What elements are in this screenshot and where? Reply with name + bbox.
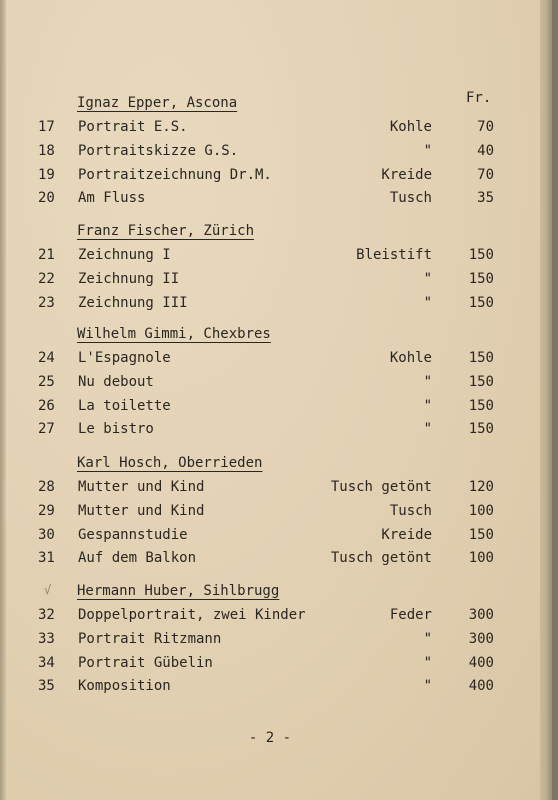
artwork-title: Nu debout xyxy=(78,373,154,390)
artwork-medium: " xyxy=(423,142,432,159)
artwork-medium: Feder xyxy=(389,607,432,623)
catalog-row xyxy=(0,550,540,570)
artwork-medium: " xyxy=(423,270,432,287)
catalog-row xyxy=(0,295,540,315)
artwork-price: 150 xyxy=(468,270,494,287)
catalog-row xyxy=(0,190,540,210)
page-number: - 2 - xyxy=(248,730,292,746)
artwork-price: 100 xyxy=(468,502,494,519)
catalog-number: 21 xyxy=(38,247,55,263)
artwork-medium: " xyxy=(423,373,432,390)
catalog-number: 30 xyxy=(38,526,55,543)
catalog-row xyxy=(0,678,540,698)
catalog-row xyxy=(0,167,540,187)
catalog-number: 20 xyxy=(38,190,55,207)
catalog-number: 23 xyxy=(38,294,55,311)
artwork-title: Mutter und Kind xyxy=(78,502,205,519)
artist-heading: Karl Hosch, Oberrieden xyxy=(77,455,263,471)
catalog-row xyxy=(0,247,540,267)
artwork-title: La toilette xyxy=(78,397,171,414)
catalog-row xyxy=(0,655,540,675)
artwork-medium: " xyxy=(423,654,432,671)
catalog-row xyxy=(0,398,540,418)
artwork-price: 70 xyxy=(477,119,494,135)
artwork-title: Portrait Ritzmann xyxy=(78,630,222,647)
artwork-title: Komposition xyxy=(78,678,171,695)
artwork-medium: " xyxy=(423,397,432,414)
artwork-title: Portrait Gübelin xyxy=(78,654,213,671)
page-edge xyxy=(540,0,552,800)
artwork-title: Portraitskizze G.S. xyxy=(78,142,239,159)
artwork-title: Zeichnung III xyxy=(78,294,188,311)
artwork-price: 150 xyxy=(468,373,494,390)
currency-label: Fr. xyxy=(466,90,492,106)
catalog-row xyxy=(0,119,540,139)
artwork-medium: Tusch xyxy=(389,190,432,207)
artwork-price: 120 xyxy=(468,479,494,495)
artist-heading: Wilhelm Gimmi, Chexbres xyxy=(77,326,271,342)
catalog-row xyxy=(0,143,540,163)
catalog-number: 33 xyxy=(38,630,55,647)
artwork-medium: Tusch xyxy=(389,502,432,519)
artwork-medium: Kreide xyxy=(381,166,432,183)
artwork-price: 150 xyxy=(468,350,494,366)
catalog-row xyxy=(0,350,540,370)
artwork-medium: Tusch getönt xyxy=(330,479,432,495)
artwork-price: 150 xyxy=(468,421,494,438)
catalog-row xyxy=(0,271,540,291)
artwork-price: 40 xyxy=(477,142,494,159)
catalog-row xyxy=(0,527,540,547)
artwork-price: 300 xyxy=(468,607,494,623)
catalog-number: 35 xyxy=(38,678,55,695)
catalog-number: 32 xyxy=(38,607,55,623)
artist-heading: Ignaz Epper, Ascona xyxy=(77,95,238,111)
catalog-row xyxy=(0,631,540,651)
artwork-medium: Tusch getönt xyxy=(330,550,432,567)
artwork-price: 100 xyxy=(468,550,494,567)
artwork-title: Auf dem Balkon xyxy=(78,550,197,567)
margin-check-mark: √ xyxy=(44,583,52,597)
artwork-medium: " xyxy=(423,294,432,311)
catalog-number: 27 xyxy=(38,421,55,438)
catalog-row xyxy=(0,503,540,523)
artwork-title: Doppelportrait, zwei Kinder xyxy=(78,607,306,623)
artwork-medium: " xyxy=(423,678,432,695)
catalog-number: 24 xyxy=(38,350,55,366)
catalog-row xyxy=(0,607,540,627)
artwork-title: L'Espagnole xyxy=(78,350,171,366)
artwork-price: 150 xyxy=(468,247,494,263)
artwork-title: Gespannstudie xyxy=(78,526,188,543)
catalog-number: 31 xyxy=(38,550,55,567)
catalog-row xyxy=(0,374,540,394)
artwork-medium: Bleistift xyxy=(356,247,432,263)
catalog-number: 26 xyxy=(38,397,55,414)
catalog-number: 18 xyxy=(38,142,55,159)
artwork-title: Le bistro xyxy=(78,421,154,438)
artwork-title: Am Fluss xyxy=(78,190,146,207)
catalog-number: 17 xyxy=(38,119,55,135)
catalog-number: 19 xyxy=(38,166,55,183)
artwork-title: Mutter und Kind xyxy=(78,479,205,495)
artwork-medium: " xyxy=(423,421,432,438)
catalog-row xyxy=(0,479,540,499)
artwork-medium: Kohle xyxy=(389,119,432,135)
artwork-title: Portrait E.S. xyxy=(78,119,188,135)
artwork-title: Zeichnung II xyxy=(78,270,180,287)
artwork-title: Portraitzeichnung Dr.M. xyxy=(78,166,272,183)
artwork-medium: Kreide xyxy=(381,526,432,543)
artwork-medium: Kohle xyxy=(389,350,432,366)
artwork-price: 35 xyxy=(477,190,494,207)
artwork-price: 400 xyxy=(468,678,494,695)
artwork-title: Zeichnung I xyxy=(78,247,171,263)
catalog-number: 29 xyxy=(38,502,55,519)
artwork-price: 400 xyxy=(468,654,494,671)
artist-heading: Hermann Huber, Sihlbrugg xyxy=(77,583,280,599)
artwork-price: 150 xyxy=(468,397,494,414)
artwork-price: 150 xyxy=(468,294,494,311)
catalog-number: 28 xyxy=(38,479,55,495)
artwork-price: 150 xyxy=(468,526,494,543)
catalog-row xyxy=(0,421,540,441)
artwork-price: 300 xyxy=(468,630,494,647)
artwork-price: 70 xyxy=(477,166,494,183)
catalog-number: 25 xyxy=(38,373,55,390)
artwork-medium: " xyxy=(423,630,432,647)
artist-heading: Franz Fischer, Zürich xyxy=(77,223,255,239)
catalog-number: 22 xyxy=(38,270,55,287)
catalog-number: 34 xyxy=(38,654,55,671)
